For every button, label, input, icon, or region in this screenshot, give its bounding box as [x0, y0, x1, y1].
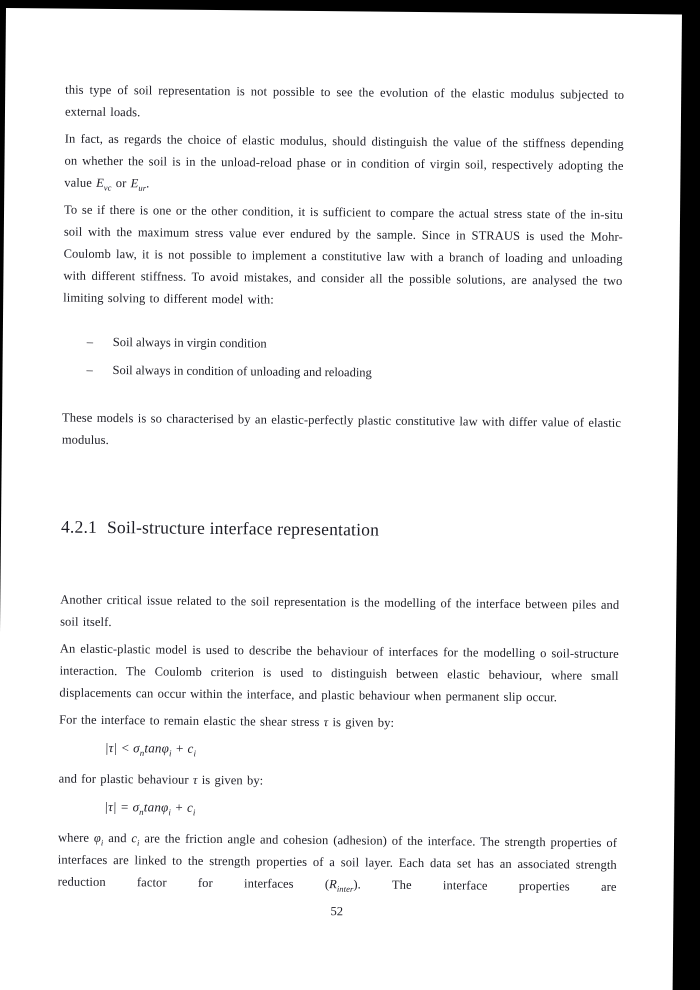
dash-marker: –: [86, 362, 93, 377]
paragraph-plastic-condition: and for plastic behaviour τ is given by:: [58, 771, 264, 788]
paragraph-interface-properties: where $\varphi_i$ and $c_i$ are the friction angle and cohesion (adhesion) of the interface. The strength properties of interfaces are linked to the strength properties of a soil layer. Each data set has an associated strength reduction factor for interfaces $(R_{inter})$. The interface properties are: [57, 830, 618, 894]
list-item: [87, 331, 622, 358]
page-number: 52: [330, 904, 344, 919]
dash-marker: –: [86, 334, 94, 349]
paragraph-interface-issue: Another critical issue related to the soil representation is the modelling of the interface between piles and soil itself.: [60, 592, 620, 630]
list-item: [86, 359, 621, 386]
document-content: [0, 8, 682, 925]
document-sheet: [0, 8, 682, 990]
list-item-label: Soil always in virgin condition: [112, 335, 267, 351]
section-number: 4.2.1: [60, 516, 98, 537]
formula-plastic-shear-stress: $|\tau| = \sigma_n\tan\varphi_i + c_i$: [104, 798, 196, 818]
paragraph-elastic-condition: For the interface to remain elastic the shear stress τ is given by:: [59, 712, 395, 730]
paragraph-models-characterised: These models is so characterised by an elastic-perfectly plastic constitutive law with differ value of elastic modulus.: [61, 410, 622, 448]
list-item-label: Soil always in condition of unloading and reloading: [112, 363, 372, 380]
bullet-list: [62, 331, 621, 386]
paragraph-elastic-modulus-choice: In fact, as regards the choice of elastic modulus, should distinguish the value of the stiffness depending on whether the soil is in the unload-reload phase or in condition of virgin soil, respectively adopting the value $E_{vc}$ or $E_{ur}$.: [64, 131, 624, 193]
paragraph-stress-comparison: To se if there is one or the other condition, it is sufficient to compare the actual stress state of the in-situ soil with the maximum stress value ever endured by the sample. Since in STRAUS is used the Mohr-Coulomb law, it is not possible to implement a constitutive law with a branch of loading and unloading with different stiffness. To avoid mistakes, and consider all the possible solutions, are analysed the two limiting solving to different model with:: [63, 202, 624, 307]
paragraph-soil-representation: this type of soil representation is not possible to see the evolution of the elastic modulus subjected to external loads.: [64, 82, 625, 120]
paragraph-elastic-plastic-model: An elastic-plastic model is used to describe the behaviour of interfaces for the modelling o soil-structure interaction. The Coulomb criterion is used to distinguish between elastic behaviour, where small displacements can occur within the interface, and plastic behaviour when permanent slip occur.: [59, 641, 619, 705]
section-heading: [61, 515, 620, 544]
section-title: Soil-structure interface representation: [106, 516, 380, 540]
formula-elastic-shear-stress: $|\tau| < \sigma_n\tan\varphi_i + c_i$: [104, 739, 197, 759]
